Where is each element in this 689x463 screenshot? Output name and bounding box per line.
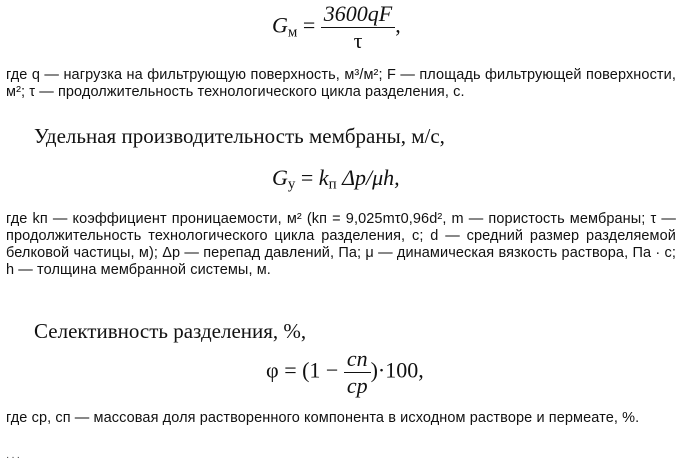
- formula-rhs: )·100,: [370, 357, 424, 383]
- note-specific-productivity: где kп — коэффициент проницаемости, м² (kп = 9,025mτ0,96d², m — пористость мембраны; τ — продолжительность технологического цикла разделения, с; d — средний размер разделяемой белковой частицы, м); Δp — перепад давлений, Па; μ — динамическая вязкость раствора, Па · с; h — толщина мембранной системы, м.: [6, 211, 676, 278]
- formula-specific-productivity: [272, 165, 400, 194]
- formula-rest: Δp/μh,: [342, 165, 400, 190]
- formula-subscript: м: [287, 24, 298, 41]
- formula-mass-productivity: [272, 2, 401, 53]
- formula-lhs: φ = (1 −: [266, 357, 339, 383]
- fraction: [321, 2, 395, 53]
- equals-sign: =: [302, 12, 316, 38]
- formula-subscript: у: [287, 176, 296, 193]
- page-continuation-mark: ···: [6, 452, 22, 463]
- fraction: [344, 347, 371, 398]
- formula-symbol: G: [272, 165, 288, 190]
- fraction-denominator: τ: [353, 28, 363, 54]
- formula-selectivity: [266, 347, 424, 398]
- fraction-numerator: 3600qF: [321, 2, 395, 28]
- permeability-subscript: п: [328, 176, 337, 193]
- formula-trailing-comma: ,: [395, 12, 401, 38]
- note-mass-productivity: где q — нагрузка на фильтрующую поверхность, м³/м²; F — площадь фильтрующей поверхности, м²; τ — продолжительность технологического цикла разделения, с.: [6, 67, 676, 100]
- heading-selectivity: Селективность разделения, %,: [34, 319, 307, 343]
- note-selectivity: где cр, cп — массовая доля растворенного компонента в исходном растворе и пермеате, %.: [6, 410, 640, 426]
- equals-sign: =: [300, 165, 314, 190]
- fraction-numerator: cп: [344, 347, 371, 373]
- heading-specific-productivity: Удельная производительность мембраны, м/с,: [34, 124, 445, 148]
- formula-symbol: G: [272, 12, 288, 38]
- fraction-denominator: cр: [346, 373, 368, 399]
- permeability-symbol: k: [318, 165, 329, 190]
